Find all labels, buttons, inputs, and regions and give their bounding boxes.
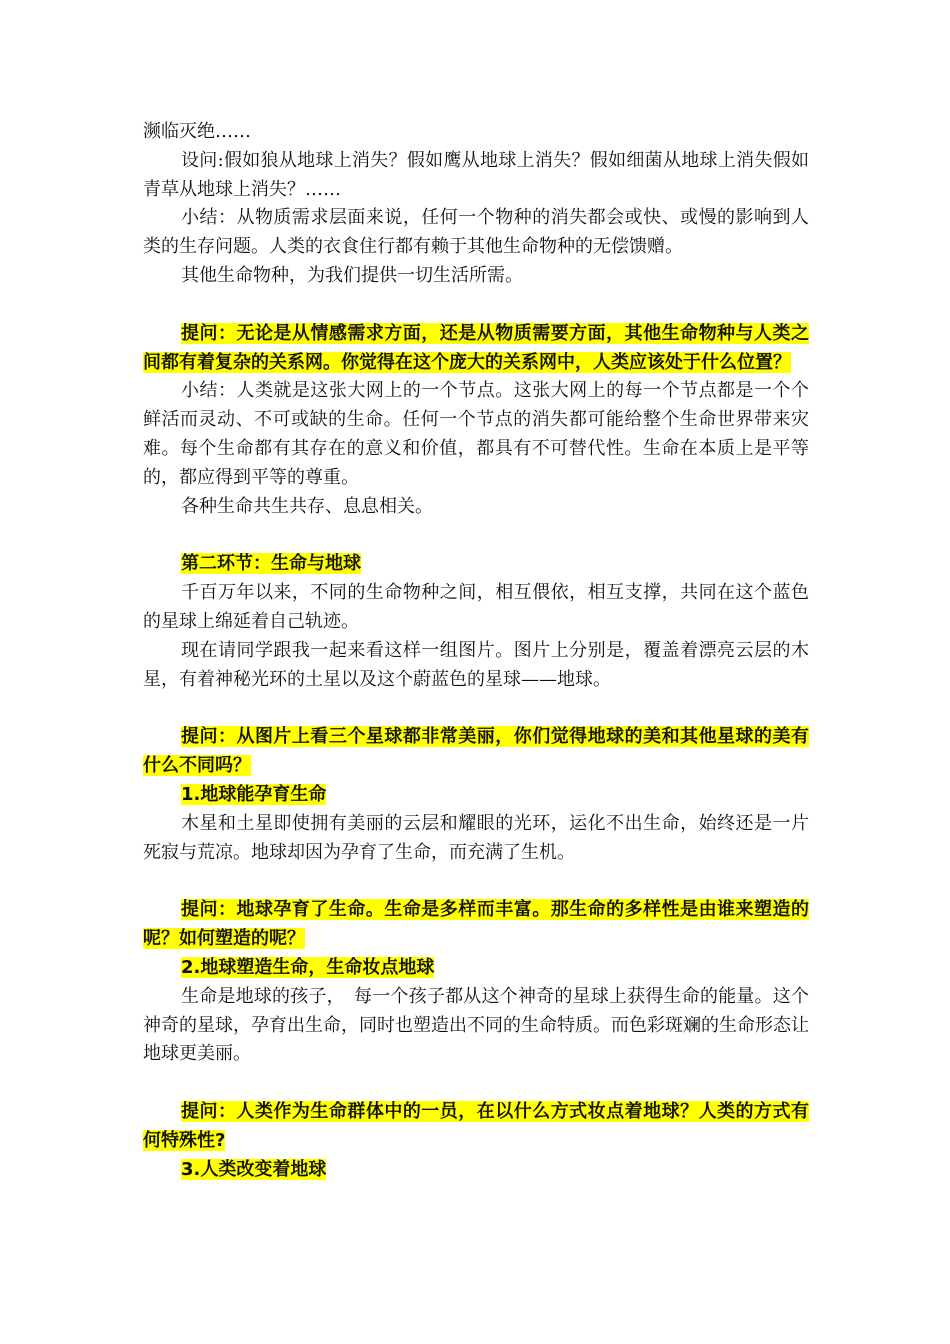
paragraph: 濒临灭绝…… [143,121,251,142]
paragraph: 其他生命物种，为我们提供一切生活所需。 [181,264,523,286]
paragraph: 各种生命共生共存、息息相关。 [181,495,433,517]
highlighted-question [143,320,809,378]
paragraph: 千百万年以来，不同的生命物种之间，相互偎依，相互支撑，共同在这个蓝色的星球上绵延着自己轨迹。 [143,582,809,632]
spacer [143,694,809,723]
paragraph: 木星和土星即使拥有美丽的云层和耀眼的光环，运化不出生命，始终还是一片死寂与荒凉。地球却因为孕育了生命，而充满了生机。 [143,812,809,863]
subheading [143,954,809,983]
subheading [143,781,809,810]
spacer [143,1069,809,1098]
highlighted-question [143,1098,809,1156]
spacer [143,521,809,550]
spacer [143,291,809,320]
highlighted-question-text: 提问：人类作为生命群体中的一员，在以什么方式妆点着地球？人类的方式有何特殊性? [143,1101,809,1151]
section-heading-text: 第二环节：生命与地球 [181,553,361,575]
highlighted-question [143,896,809,954]
highlighted-question-text: 提问：无论是从情感需求方面，还是从物质需要方面，其他生命物种与人类之间都有着复杂的关系网。你觉得在这个庞大的关系网中，人类应该处于什么位置？ [143,322,809,373]
highlighted-question-text: 提问：从图片上看三个星球都非常美丽，你们觉得地球的美和其他星球的美有什么不同吗？ [143,726,809,777]
subheading-text: 1.地球能孕育生命 [181,783,327,805]
summary-paragraph: 小结：人类就是这张大网上的一个节点。这张大网上的每一个节点都是一个个鲜活而灵动、不可或缺的生命。任何一个节点的消失都可能给整个生命世界带来灾难。每个生命都有其存在的意义和价值，都具有不可替代性。生命在本质上是平等的，都应得到平等的尊重。 [143,380,809,488]
subheading [143,1156,809,1185]
document-body [143,118,809,1185]
highlighted-question [143,723,809,781]
paragraph: 现在请同学跟我一起来看这样一组图片。图片上分别是，覆盖着漂亮云层的木星，有着神秘光环的土星以及这个蔚蓝色的星球——地球。 [143,639,809,690]
section-heading [143,550,809,579]
paragraph: 生命是地球的孩子， 每一个孩子都从这个神奇的星球上获得生命的能量。这个神奇的星球，孕育出生命，同时也塑造出不同的生命特质。而色彩斑斓的生命形态让地球更美丽。 [143,985,809,1065]
summary-paragraph: 小结：从物质需求层面来说，任何一个物种的消失都会或快、或慢的影响到人类的生存问题。人类的衣食住行都有赖于其他生命物种的无偿馈赠。 [143,207,809,258]
spacer [143,867,809,896]
question-paragraph: 设问:假如狼从地球上消失？假如鹰从地球上消失？假如细菌从地球上消失假如青草从地球上消失？…… [143,149,809,200]
subheading-text: 3.人类改变着地球 [181,1158,327,1180]
subheading-text: 2.地球塑造生命，生命妆点地球 [181,956,435,978]
highlighted-question-text: 提问：地球孕育了生命。生命是多样而丰富。那生命的多样性是由谁来塑造的呢？如何塑造的呢？ [143,899,809,950]
